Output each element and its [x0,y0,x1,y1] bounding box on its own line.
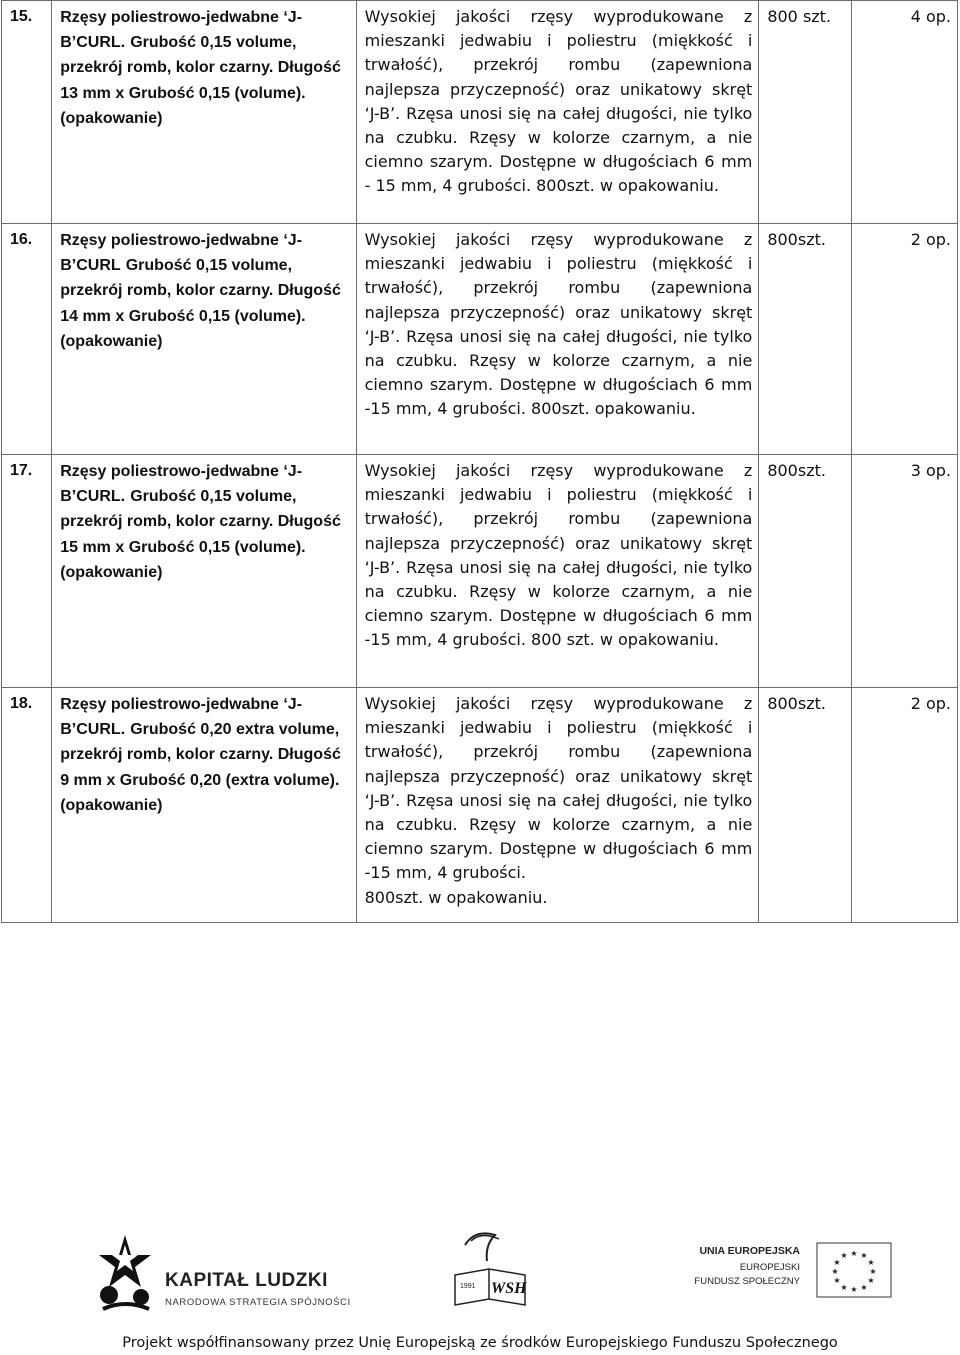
kapital-ludzki-subtitle: NARODOWA STRATEGIA SPÓJNOŚCI [165,1297,351,1308]
footer-logos [0,1215,960,1315]
table-row [2,688,958,923]
svg-text:★: ★ [840,1283,848,1292]
svg-text:★: ★ [860,1283,868,1292]
product-name-bold: Rzęsy poliestrowo-jedwabne ‘J-B’CURL. [60,463,303,506]
table-row [2,224,958,455]
table-row [2,1,958,224]
description-text: Wysokiej jakości rzęsy wyprodukowane z mieszanki jedwabiu i poliestru (miękkość i trwałość), przekrój rombu (zapewniona najlepsza przyczepność) oraz unikatowy skręt ‘J-B’. Rzęsa unosi się na całej długości, nie tylko na czubku. Rzęsy w kolorze czarnym, a nie ciemno szarym. Dostępne w długościach 6 mm -15 mm, 4 grubości. [364,694,753,883]
kapital-ludzki-title: KAPITAŁ LUDZKI [165,1270,328,1291]
svg-text:★: ★ [867,1258,875,1267]
package-quantity: 800szt. [759,455,852,688]
svg-text:★: ★ [867,1276,875,1285]
row-number: 17. [2,455,52,688]
product-name-rest: Grubość 0,15 volume, przekrój romb, kolor czarny. Długość 13 mm x Grubość 0,15 (volume). (opakowanie) [60,34,341,127]
svg-text:★: ★ [831,1267,839,1276]
product-name-rest: Grubość 0,15 volume, przekrój romb, kolor czarny. Długość 15 mm x Grubość 0,15 (volume). (opakowanie) [60,488,341,581]
svg-text:★: ★ [833,1258,841,1267]
svg-text:★: ★ [833,1276,841,1285]
kapital-ludzki-logo [95,1225,385,1315]
eu-logo [680,1240,910,1310]
wsh-year: 1991 [460,1283,476,1290]
package-quantity: 800szt. [759,224,852,455]
package-quantity: 800szt. [759,688,852,923]
eu-line1: UNIA EUROPEJSKA [699,1245,800,1257]
order-quantity: 4 op. [852,1,958,224]
row-number: 15. [2,1,52,224]
package-quantity: 800 szt. [759,1,852,224]
product-name [52,455,356,688]
product-name-rest: Grubość 0,15 volume, przekrój romb, kolor czarny. Długość 14 mm x Grubość 0,15 (volume). (opakowanie) [60,257,341,350]
product-name-rest: Grubość 0,20 extra volume, przekrój romb, kolor czarny. Długość 9 mm x Grubość 0,20 (extra volume). (opakowanie) [60,721,341,814]
svg-text:★: ★ [860,1251,868,1260]
product-description [356,455,759,688]
description-text: Wysokiej jakości rzęsy wyprodukowane z mieszanki jedwabiu i poliestru (miękkość i trwałość), przekrój rombu (zapewniona najlepsza przyczepność) oraz unikatowy skręt ‘J-B’. Rzęsa unosi się na całej długości, nie tylko na czubku. Rzęsy w kolorze czarnym, a nie ciemno szarym. Dostępne w długościach 6 mm - 15 mm, 4 grubości. 800szt. w opakowaniu. [364,7,753,196]
product-name-bold: Rzęsy poliestrowo-jedwabne ‘J-B’CURL [60,232,303,275]
eu-line3: FUNDUSZ SPOŁECZNY [694,1276,800,1287]
product-name [52,688,356,923]
order-quantity: 2 op. [852,688,958,923]
description-extra: 800szt. w opakowaniu. [364,887,548,907]
product-description [356,1,759,224]
footer-cofinancing-text: Projekt współfinansowany przez Unię Europejską ze środków Europejskiego Funduszu Społecznego [122,1335,838,1351]
order-quantity: 3 op. [852,455,958,688]
product-name [52,1,356,224]
svg-text:★: ★ [850,1285,858,1294]
product-name-bold: Rzęsy poliestrowo-jedwabne ‘J-B’CURL. [60,696,303,739]
product-name-bold: Rzęsy poliestrowo-jedwabne ‘J-B’CURL. [60,9,303,52]
table-row [2,455,958,688]
row-number: 18. [2,688,52,923]
order-spec-table [1,0,958,923]
eu-stars-flag-icon [816,1242,892,1298]
description-text: Wysokiej jakości rzęsy wyprodukowane z mieszanki jedwabiu i poliestru (miękkość i trwałość), przekrój rombu (zapewniona najlepsza przyczepność) oraz unikatowy skręt ‘J-B’. Rzęsa unosi się na całej długości, nie tylko na czubku. Rzęsy w kolorze czarnym, a nie ciemno szarym. Dostępne w długościach 6 mm -15 mm, 4 grubości. 800szt. opakowaniu. [364,230,753,419]
kapital-ludzki-star-icon [95,1225,165,1315]
eu-line2: EUROPEJSKI [739,1262,800,1273]
order-quantity: 2 op. [852,224,958,455]
svg-text:★: ★ [869,1267,877,1276]
svg-text:★: ★ [850,1249,858,1258]
description-text: Wysokiej jakości rzęsy wyprodukowane z mieszanki jedwabiu i poliestru (miękkość i trwałość), przekrój rombu (zapewniona najlepsza przyczepność) oraz unikatowy skręt ‘J-B’. Rzęsa unosi się na całej długości, nie tylko na czubku. Rzęsy w kolorze czarnym, a nie ciemno szarym. Dostępne w długościach 6 mm -15 mm, 4 grubości. 800 szt. w opakowaniu. [364,461,753,650]
row-number: 16. [2,224,52,455]
svg-text:★: ★ [840,1251,848,1260]
product-description [356,224,759,455]
product-description [356,688,759,923]
wsh-text: WSH [491,1280,527,1297]
wsh-logo [425,1225,555,1315]
product-name [52,224,356,455]
wsh-book-icon [425,1225,555,1315]
